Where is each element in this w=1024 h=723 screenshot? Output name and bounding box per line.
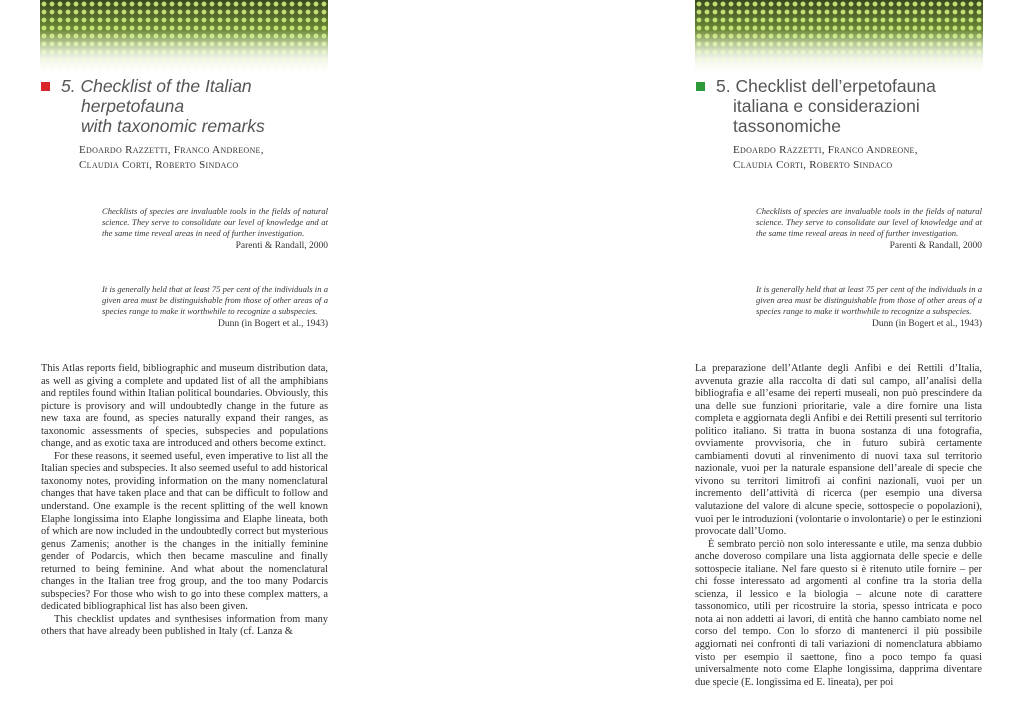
authors-line: Edoardo Razzetti, Franco Andreone, <box>79 144 264 156</box>
body-text <box>695 363 982 689</box>
body-paragraph: This Atlas reports field, bibliographic and museum distribution data, as well as giving a complete and updated list of all the amphibians and reptiles found within Italian political boundaries. Obviously, this picture is provisory and will undoubtedly change in the future as new taxa are found, as species naturally expand their ranges, as taxonomic assessments of species, subspecies and populations change, and as exotic taxa are introduced and others become extinct. <box>41 363 328 450</box>
snakeskin-banner-image <box>40 0 328 75</box>
epigraph-quote: It is generally held that at least 75 per cent of the individuals in a given area must be distinguishable from those of other areas of a species range to make it worthwhile to recognize a subspecies. <box>756 284 982 316</box>
authors-line: Edoardo Razzetti, Franco Andreone, <box>733 144 918 156</box>
chapter-title <box>61 76 331 136</box>
epigraph <box>102 206 328 252</box>
body-paragraph: For these reasons, it seemed useful, even imperative to list all the Italian species and subspecies. It also seemed useful to add historical taxonomy notes, providing information on the many nomenclatural changes that have taken place and that can be difficult to follow and understand. One example is the recent splitting of the well known Elaphe longissima into Elaphe longissima and Elaphe lineata, both of which are now included in the undoubtedly correct but mysterious genus Zamenis; another is the changes in the initially feminine gender of Podarcis, which then became masculine and finally returned to being feminine. And what about the nomenclatural changes in the Italian tree frog group, and the too many Podarcis subspecies? For those who wish to go into these complex matters, a dedicated bibliographical list has also been given. <box>41 450 328 613</box>
body-paragraph: La preparazione dell’Atlante degli Anfibi e dei Rettili d’Italia, avvenuta grazie alla raccolta di dati sul campo, all’analisi della bibliografia e all’esame dei reperti museali, non può prescindere da una delle sue funzioni prioritarie, vale a dire fornire una lista completa e aggiornata degli Anfibi e dei Rettili presenti sul territorio politico italiano. Si tratta in buona sostanza di una fotografia, ovviamente provvisoria, che in futuro subirà certamente cambiamenti dovuti al rinvenimento di nuovi taxa sul territorio nazionale, vuoi per la naturale espansione dell’areale di specie che vivono su territori limitrofi ai confini nazionali, vuoi per un incremento dell’attività di ricerca (per esempio una diversa valutazione del valore di alcune specie, sottospecie o popolazioni), vuoi per le introduzioni (volontarie o involontarie) o per le estinzioni provocate dall’Uomo. <box>695 363 982 538</box>
epigraph-source: Parenti & Randall, 2000 <box>235 241 328 251</box>
chapter-title-line: with taxonomic remarks <box>81 116 265 136</box>
body-paragraph: È sembrato perciò non solo interessante e utile, ma senza dubbio anche doveroso compilare una lista aggiornata delle specie e delle sottospecie italiane. Nel fare questo si è ritenuto utile fornire – per chi fosse interessato ad argomenti al confine tra la storia della scienza, il lessico e la biologia – alcune note di carattere tassonomico, utili per ricostruire la storia, spesso intricata e poco nota ai non addetti ai lavori, di entità che hanno cambiato nome nel corso del tempo. Con lo sforzo di mantenerci il più possibile aggiornati nei confronti di tali variazioni di nomenclatura abbiamo visto per esempio il saettone, fino a poco tempo fa quasi universalmente noto come Elaphe longissima, dapprima diventare due specie (E. longissima ed E. lineata), per poi <box>695 538 982 688</box>
body-paragraph: This checklist updates and synthesises information from many others that have already been published in Italy (cf. Lanza & <box>41 613 328 638</box>
body-text <box>41 363 328 639</box>
epigraph-quote: Checklists of species are invaluable tools in the fields of natural science. They serve to consolidate our level of knowledge and at the same time reveal areas in need of further investigation. <box>102 206 328 238</box>
epigraph <box>102 284 328 330</box>
epigraph-source: Dunn (in Bogert et al., 1943) <box>217 319 328 329</box>
epigraph <box>756 284 982 330</box>
authors-line: Claudia Corti, Roberto Sindaco <box>79 158 239 171</box>
chapter-title-line: 5. Checklist of the Italian <box>61 76 252 96</box>
chapter-title <box>716 76 986 136</box>
authors-line: Claudia Corti, Roberto Sindaco <box>733 158 893 171</box>
red-square-marker-icon <box>41 82 50 91</box>
epigraph-quote: Checklists of species are invaluable tools in the fields of natural science. They serve to consolidate our level of knowledge and at the same time reveal areas in need of further investigation. <box>756 206 982 238</box>
epigraph-quote: It is generally held that at least 75 per cent of the individuals in a given area must be distinguishable from those of other areas of a species range to make it worthwhile to recognize a subspecies. <box>102 284 328 316</box>
green-square-marker-icon <box>696 82 705 91</box>
snakeskin-banner-image <box>695 0 983 75</box>
authors <box>733 143 983 172</box>
chapter-title-line: italiana e considerazioni <box>733 96 920 116</box>
epigraph-source: Dunn (in Bogert et al., 1943) <box>871 319 982 329</box>
right-page <box>512 0 1024 723</box>
authors <box>79 143 329 172</box>
chapter-title-line: 5. Checklist dell’erpetofauna <box>716 76 936 96</box>
epigraph-source: Parenti & Randall, 2000 <box>889 241 982 251</box>
chapter-title-line: herpetofauna <box>81 96 185 116</box>
epigraph <box>756 206 982 252</box>
chapter-title-line: tassonomiche <box>733 116 841 136</box>
